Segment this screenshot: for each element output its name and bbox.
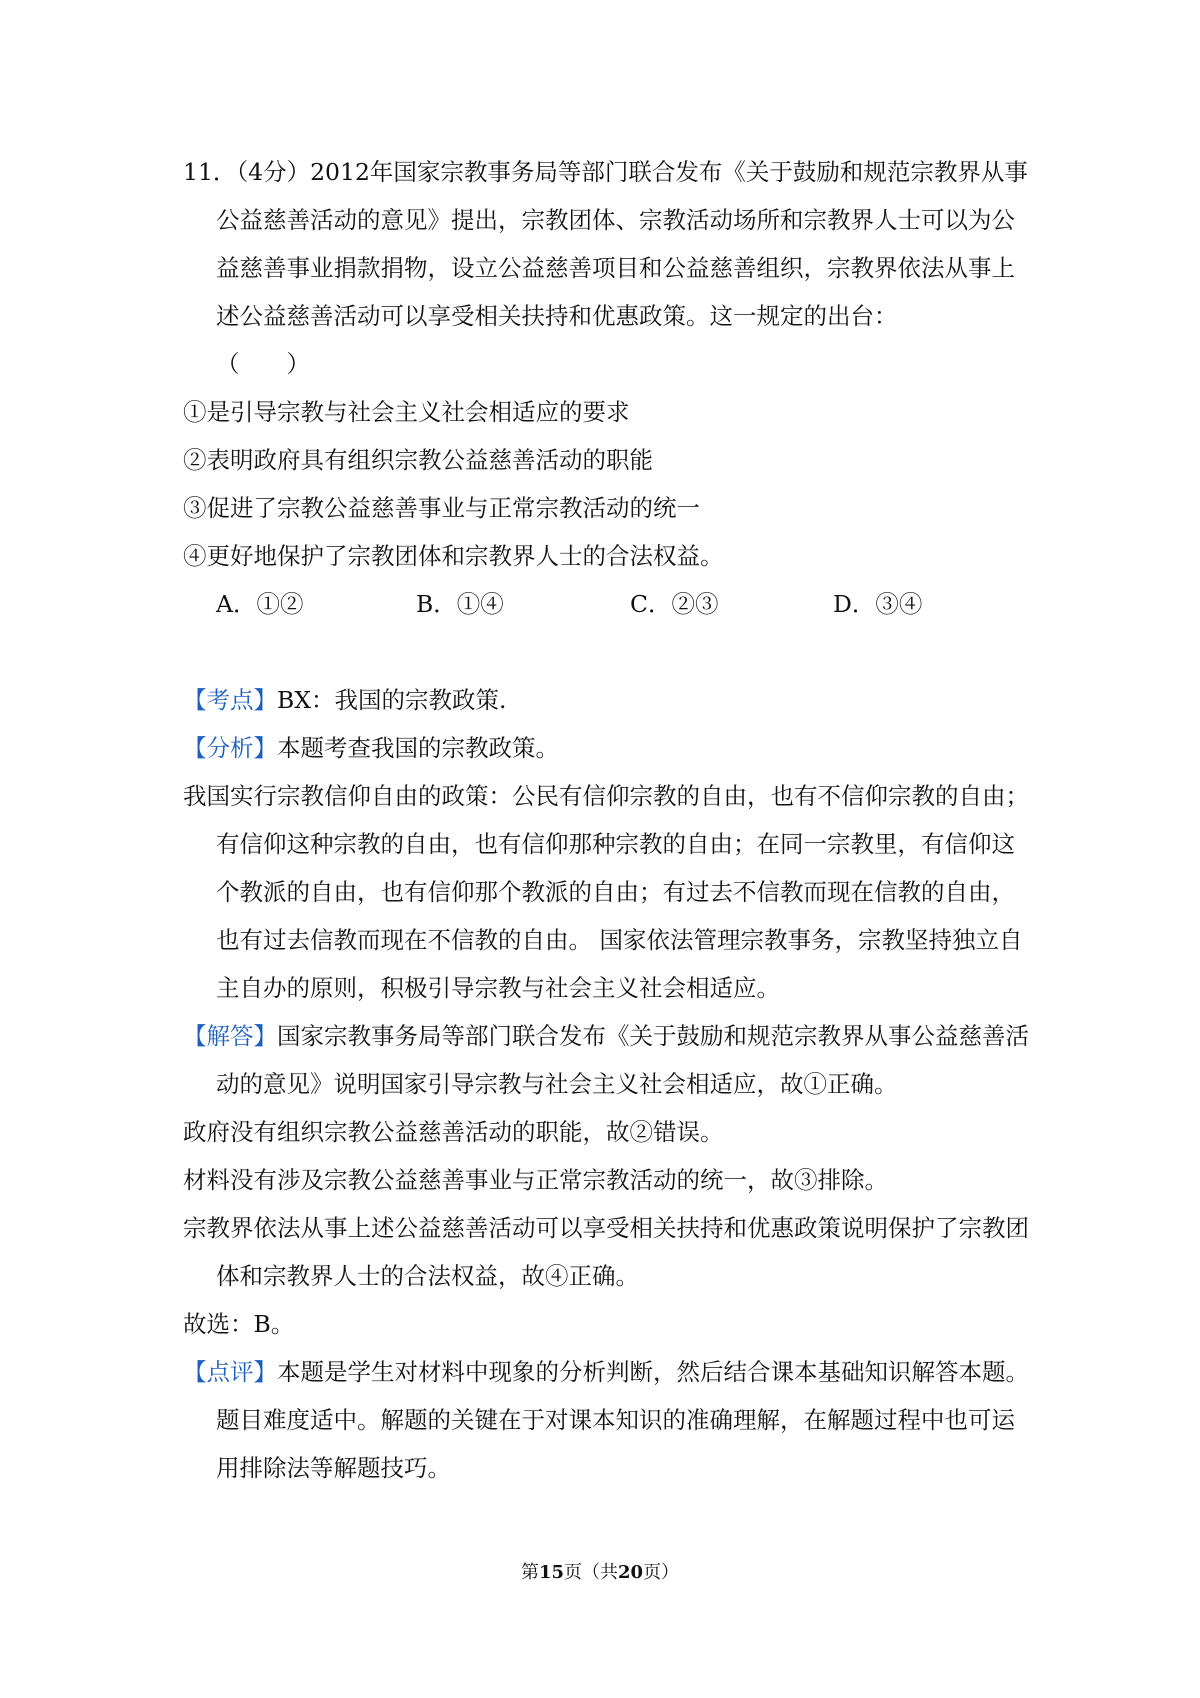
question-stem: 11．（4分）2012年国家宗教事务局等部门联合发布《关于鼓励和规范宗教界从事公益慈善活动的意见》提出，宗教团体、宗教活动场所和宗教界人士可以为公益慈善事业捐款捐物，设立公益慈善项目和公益慈善组织，宗教界依法从事上述公益慈善活动可以享受相关扶持和优惠政策。这一规定的出台： （ ） xyxy=(183,158,1028,378)
statement-3: ③促进了宗教公益慈善事业与正常宗教活动的统一 xyxy=(183,494,700,522)
fenxi-body: 我国实行宗教信仰自由的政策：公民有信仰宗教的自由，也有不信仰宗教的自由；有信仰这种宗教的自由，也有信仰那种宗教的自由；在同一宗教里，有信仰这个教派的自由，也有信仰那个教派的自由；有过去不信教而现在信教的自由，也有过去信教而现在不信教的自由。 国家依法管理宗教事务，宗教坚持独立自主自办的原则，积极引导宗教与社会主义社会相适应。 xyxy=(183,782,1029,1002)
option-a: A．①② xyxy=(216,590,304,618)
footer-suffix: 页） xyxy=(643,1562,680,1583)
footer-middle: 页（共 xyxy=(564,1562,618,1583)
jieda-line-4: 宗教界依法从事上述公益慈善活动可以享受相关扶持和优惠政策说明保护了宗教团体和宗教界人士的合法权益，故④正确。 xyxy=(183,1214,1029,1290)
statement-1: ①是引导宗教与社会主义社会相适应的要求 xyxy=(183,398,630,426)
footer-total-pages: 20 xyxy=(618,1562,644,1583)
page-footer xyxy=(0,1558,1200,1588)
answer-choice: 故选：B。 xyxy=(183,1310,295,1338)
answer-blank: （ ） xyxy=(216,350,310,378)
option-d: D．③④ xyxy=(833,590,923,618)
fenxi-tag: 【分析】 xyxy=(183,734,277,762)
option-b: B．①④ xyxy=(416,590,504,618)
page-content xyxy=(183,148,1029,1492)
footer-prefix: 第 xyxy=(520,1562,539,1583)
jieda-text: 国家宗教事务局等部门联合发布《关于鼓励和规范宗教界从事公益慈善活动的意见》说明国家引导宗教与社会主义社会相适应，故①正确。 xyxy=(216,1022,1029,1098)
jieda-line-3: 材料没有涉及宗教公益慈善事业与正常宗教活动的统一，故③排除。 xyxy=(183,1166,888,1194)
option-c: C．②③ xyxy=(630,590,719,618)
section-spacer xyxy=(183,628,1029,676)
kaodian-section xyxy=(183,676,1029,724)
answer-options xyxy=(183,580,1029,628)
fenxi-section xyxy=(183,724,1029,772)
statement-4: ④更好地保护了宗教团体和宗教界人士的合法权益。 xyxy=(183,542,724,570)
dianping-section xyxy=(183,1348,1029,1492)
dianping-tag: 【点评】 xyxy=(183,1358,277,1386)
fenxi-text: 本题考查我国的宗教政策。 xyxy=(277,734,559,762)
footer-page-number: 15 xyxy=(538,1562,564,1583)
jieda-line-2: 政府没有组织宗教公益慈善活动的职能，故②错误。 xyxy=(183,1118,724,1146)
statement-2: ②表明政府具有组织宗教公益慈善活动的职能 xyxy=(183,446,653,474)
kaodian-tag: 【考点】 xyxy=(183,686,277,714)
jieda-tag: 【解答】 xyxy=(183,1022,277,1050)
jieda-section xyxy=(183,1012,1029,1108)
kaodian-text: BX：我国的宗教政策. xyxy=(277,686,507,714)
dianping-text: 本题是学生对材料中现象的分析判断，然后结合课本基础知识解答本题。题目难度适中。解题的关键在于对课本知识的准确理解，在解题过程中也可运用排除法等解题技巧。 xyxy=(216,1358,1029,1482)
